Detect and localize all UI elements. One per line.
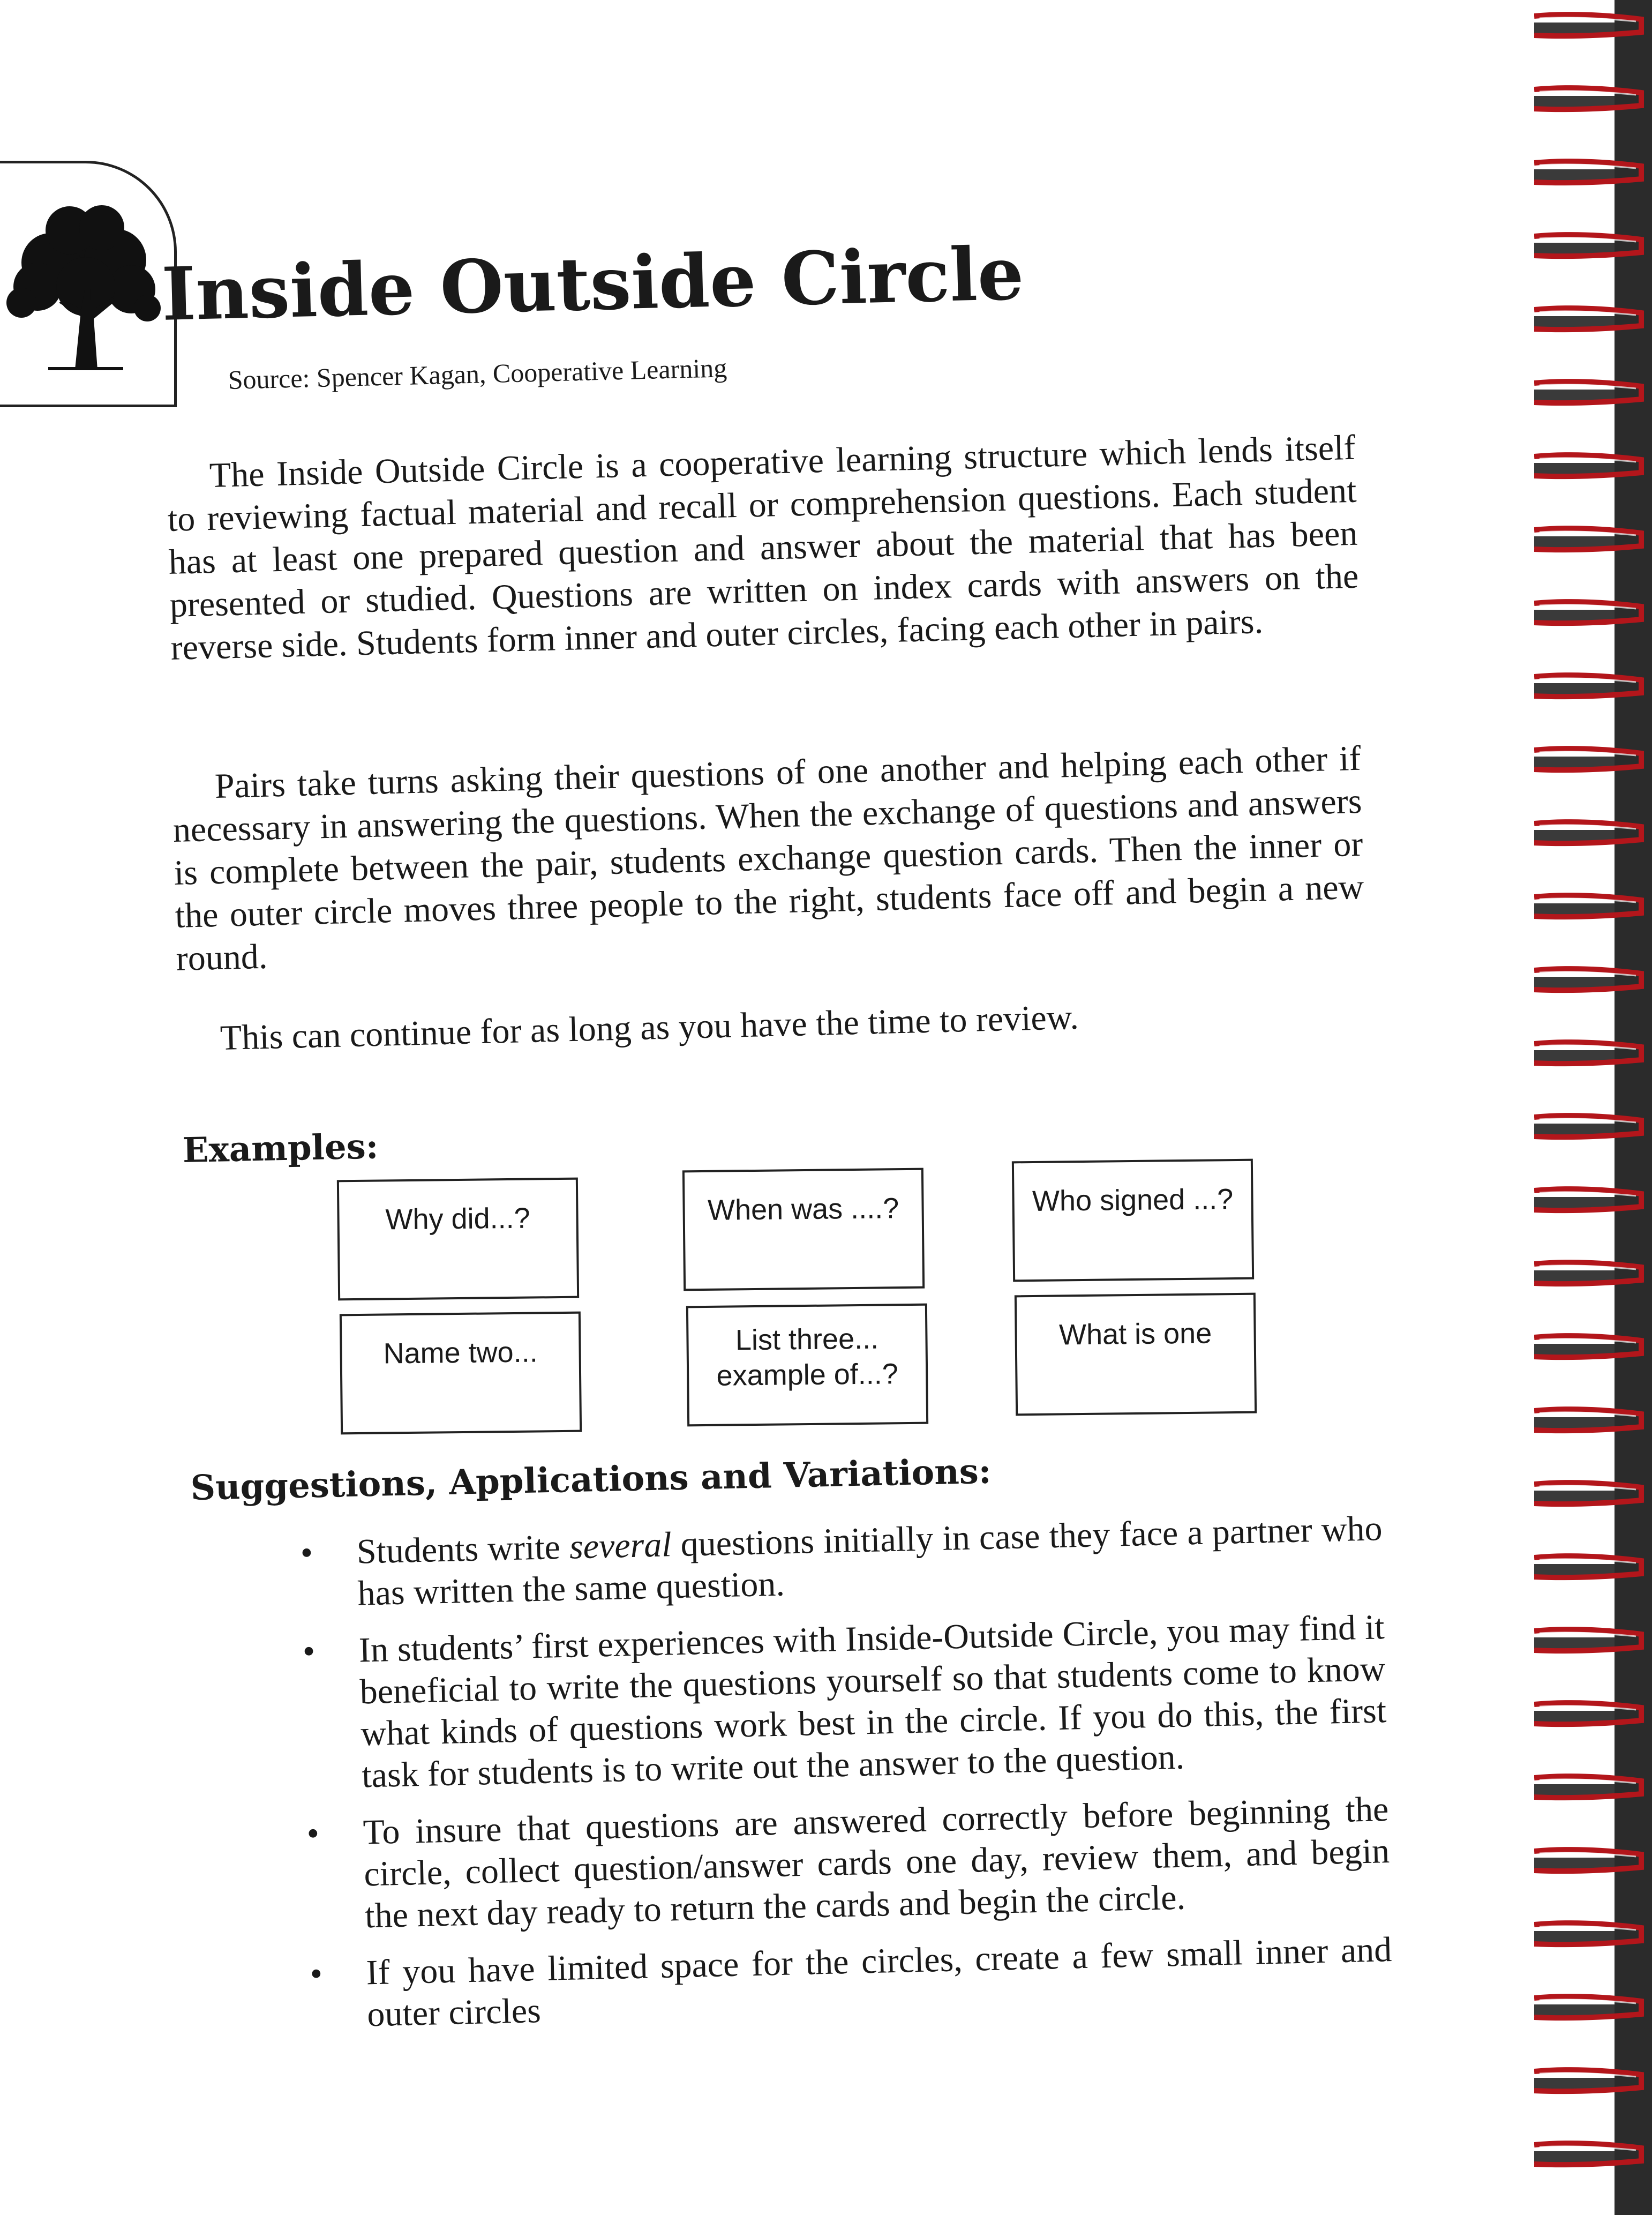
paragraph-text: The Inside Outside Circle is a cooperative learning structure which lends itself to reviewing factual material and recall or comprehension questions. Each student has at least one prepared question and answer about the material that has been presented or studied. Questions are written on index cards with answers on the reverse side. Students form inner and outer circles, facing each other in pairs. bbox=[167, 428, 1360, 668]
bullet-icon: • bbox=[302, 1632, 316, 1671]
list-item-text: questions initially in case they face a partner who has written the same question. bbox=[357, 1509, 1383, 1613]
list-item bbox=[300, 1508, 1384, 1616]
emphasis-text: several bbox=[569, 1525, 672, 1567]
source-citation: Source: Spencer Kagan, Cooperative Learning bbox=[228, 353, 727, 395]
example-card: Name two... bbox=[340, 1312, 582, 1435]
suggestions-list bbox=[300, 1508, 1393, 2052]
example-card: Why did...? bbox=[337, 1178, 579, 1301]
list-item bbox=[310, 1929, 1393, 2037]
binding-shadow bbox=[1615, 0, 1652, 2215]
intro-paragraph-1 bbox=[166, 426, 1360, 670]
example-card: What is one bbox=[1015, 1293, 1257, 1416]
bullet-icon: • bbox=[309, 1954, 323, 1994]
tree-logo-icon bbox=[5, 193, 161, 375]
bullet-icon: • bbox=[306, 1814, 320, 1853]
list-item bbox=[302, 1606, 1388, 1798]
list-item-text: If you have limited space for the circles, create a few small inner and outer circles bbox=[365, 1929, 1393, 2034]
spiral-binding bbox=[1534, 0, 1652, 2215]
paragraph-text: This can continue for as long as you have the time to review. bbox=[220, 997, 1079, 1058]
intro-paragraph-2 bbox=[171, 737, 1365, 981]
suggestions-heading: Suggestions, Applications and Variations: bbox=[190, 1451, 992, 1508]
example-card: List three... example of...? bbox=[686, 1304, 928, 1427]
list-item-text: Students write bbox=[356, 1527, 570, 1572]
paragraph-text: Pairs take turns asking their questions of one another and helping each other if necessary in answering the questions. When the exchange of questions and answers is complete between the pair, students exchange question cards. Then the inner or the outer circle moves three people to the right, students face off and begin a new round. bbox=[172, 738, 1365, 978]
examples-heading: Examples: bbox=[182, 1126, 379, 1171]
list-item-text: In students’ first experiences with Inside-Outside Circle, you may find it beneficial to write the questions yourself so that students come to know what kinds of questions work best in the circle. If you do this, the first task for students is to write out the answer to the question. bbox=[358, 1607, 1387, 1795]
page-title: Inside Outside Circle bbox=[161, 230, 1025, 338]
intro-paragraph-3 bbox=[177, 989, 1366, 1061]
bullet-icon: • bbox=[300, 1533, 313, 1573]
example-card: When was ....? bbox=[682, 1168, 925, 1291]
list-item bbox=[306, 1789, 1391, 1939]
example-card: Who signed ...? bbox=[1012, 1159, 1254, 1282]
list-item-text: To insure that questions are answered correctly before beginning the circle, collect question/answer cards one day, review them, and begin the next day ready to return the cards and begin the circle. bbox=[362, 1790, 1390, 1936]
